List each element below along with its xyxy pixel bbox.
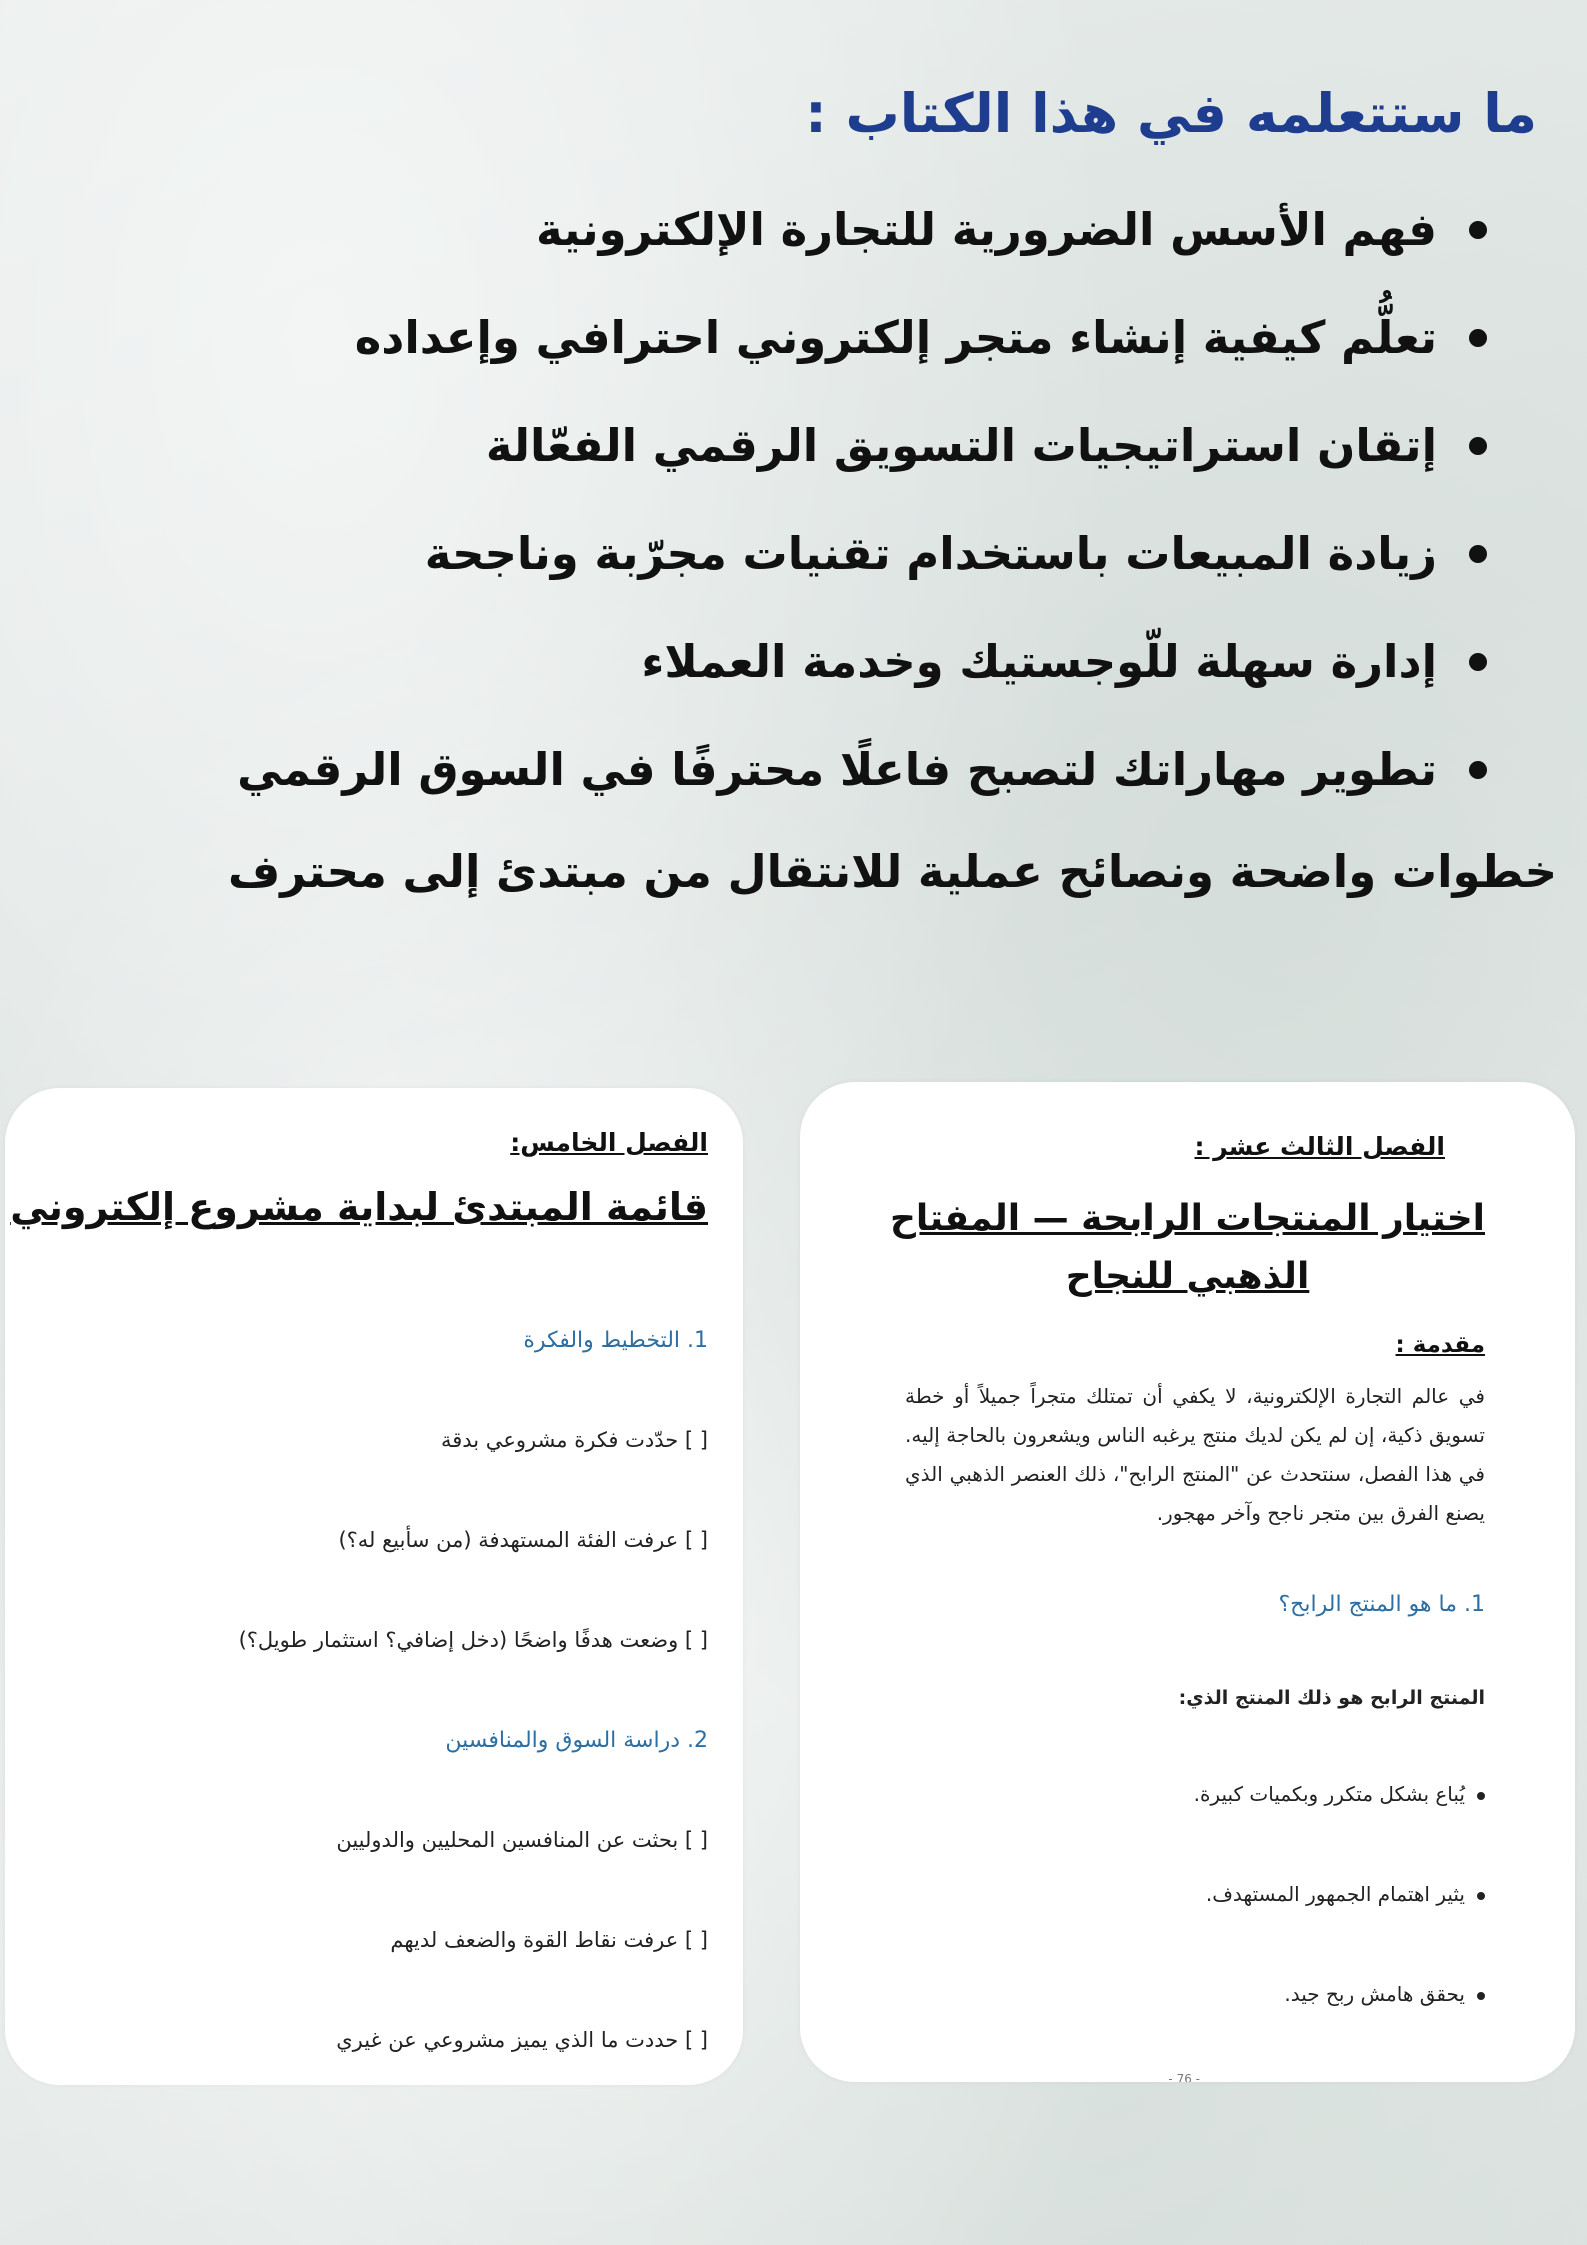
list-item xyxy=(1284,1982,1485,2006)
chapter-title xyxy=(880,1190,1495,1306)
learning-point xyxy=(237,195,1487,303)
section-heading: 1. ما هو المنتج الرابح؟ xyxy=(1278,1592,1485,1617)
section-heading: 1. التخطيط والفكرة xyxy=(523,1328,708,1353)
list-item xyxy=(1206,1882,1485,1906)
learning-point xyxy=(237,303,1487,411)
intro-heading: مقدمة : xyxy=(1395,1332,1485,1358)
learning-points-list xyxy=(237,195,1487,843)
chapter-thirteen-page-preview xyxy=(800,1082,1575,2082)
learning-point-text: فهم الأسس الضرورية للتجارة الإلكترونية xyxy=(536,203,1437,256)
chapter-label: الفصل الخامس: xyxy=(510,1128,708,1157)
list-item-text: يُباع بشكل متكرر وبكميات كبيرة. xyxy=(1193,1782,1465,1806)
section-heading: 2. دراسة السوق والمنافسين xyxy=(445,1728,708,1753)
learning-point-text: تطوير مهاراتك لتصبح فاعلًا محترفًا في السوق الرقمي xyxy=(237,743,1437,796)
bullet-icon xyxy=(1477,1892,1485,1900)
chapter-five-page-preview xyxy=(5,1088,743,2085)
learning-point xyxy=(237,411,1487,519)
intro-paragraph: في عالم التجارة الإلكترونية، لا يكفي أن تمتلك متجراً جميلاً أو خطة تسويق ذكية، إن لم يكن لديك منتج يرغبه الناس ويشعرون بالحاجة إليه. في هذا الفصل، سنتحدث عن "المنتج الرابح"، ذلك العنصر الذهبي الذي يصنع الفرق بين متجر ناجح وآخر مهجور. xyxy=(905,1384,1485,1525)
chapter-title: قائمة المبتدئ لبداية مشروع إلكتروني xyxy=(10,1185,708,1229)
bullet-icon xyxy=(1469,653,1487,671)
learning-point xyxy=(237,735,1487,843)
list-item-text: يثير اهتمام الجمهور المستهدف. xyxy=(1205,1882,1465,1906)
bullet-icon xyxy=(1469,221,1487,239)
bullet-icon xyxy=(1469,437,1487,455)
page-heading: ما ستتعلمه في هذا الكتاب : xyxy=(805,82,1537,145)
checklist-item: [ ] وضعت هدفًا واضحًا (دخل إضافي؟ استثمار طويل؟) xyxy=(238,1628,708,1652)
learning-point-text: تعلُّم كيفية إنشاء متجر إلكتروني احترافي وإعداده xyxy=(354,311,1437,364)
bullet-icon xyxy=(1477,1992,1485,2000)
learning-point xyxy=(237,627,1487,735)
bullet-icon xyxy=(1477,1792,1485,1800)
checklist-item: [ ] حدّدت فكرة مشروعي بدقة xyxy=(440,1428,708,1452)
learning-point-text: زيادة المبيعات باستخدام تقنيات مجرّبة وناجحة xyxy=(424,527,1437,580)
chapter-label: الفصل الثالث عشر : xyxy=(1194,1132,1445,1161)
closing-line: خطوات واضحة ونصائح عملية للانتقال من مبتدئ إلى محترف xyxy=(227,845,1557,898)
checklist-item: [ ] بحثت عن المنافسين المحليين والدوليين xyxy=(336,1828,708,1852)
definition-text: المنتج الرابح هو ذلك المنتج الذي: xyxy=(1178,1687,1485,1709)
checklist-item: [ ] حددت ما الذي يميز مشروعي عن غيري xyxy=(336,2028,708,2052)
bullet-icon xyxy=(1469,545,1487,563)
chapter-title-line: اختيار المنتجات الرابحة — المفتاح xyxy=(889,1198,1486,1239)
learning-point xyxy=(237,519,1487,627)
list-item-text: يحقق هامش ربح جيد. xyxy=(1284,1982,1465,2006)
learning-point-text: إدارة سهلة للّوجستيك وخدمة العملاء xyxy=(641,635,1437,688)
page-number: - 76 - xyxy=(1168,2072,1200,2082)
chapter-title-line: الذهبي للنجاح xyxy=(1065,1256,1310,1297)
checklist-item: [ ] عرفت نقاط القوة والضعف لديهم xyxy=(390,1928,708,1952)
list-item xyxy=(1194,1782,1485,1806)
learning-point-text: إتقان استراتيجيات التسويق الرقمي الفعّالة xyxy=(485,419,1437,472)
bullet-icon xyxy=(1469,761,1487,779)
bullet-icon xyxy=(1469,329,1487,347)
checklist-item: [ ] عرفت الفئة المستهدفة (من سأبيع له؟) xyxy=(338,1528,708,1552)
